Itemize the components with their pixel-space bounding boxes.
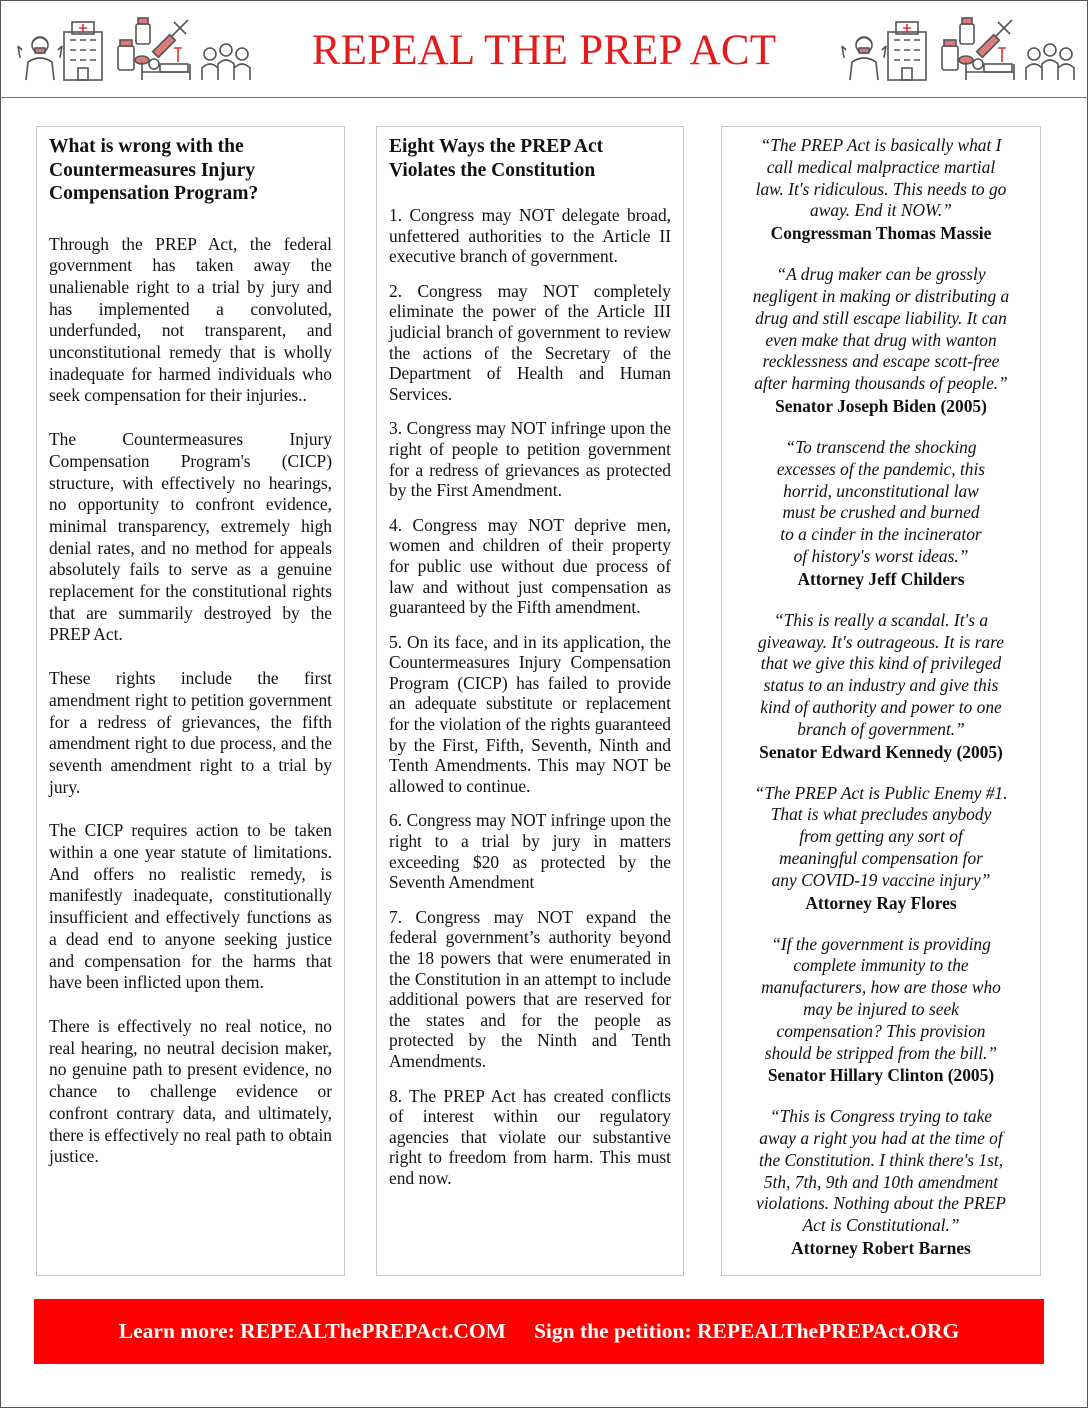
quote-line: “To transcend the shocking <box>785 436 977 457</box>
quote-block <box>734 437 1028 590</box>
quote-line: must be crushed and burned <box>782 502 980 523</box>
quote-line: away. End it NOW.” <box>810 200 952 221</box>
quote-block <box>734 610 1028 763</box>
header <box>0 0 1088 98</box>
cicp-heading: What is wrong with the Countermeasures Injury Compensation Program? <box>49 136 259 204</box>
quote-block <box>734 783 1028 914</box>
quote-attribution: Senator Hillary Clinton (2005) <box>767 1065 995 1086</box>
quote-line: horrid, unconstitutional law <box>783 480 979 501</box>
quote-attribution: Senator Joseph Biden (2005) <box>775 395 987 416</box>
quote-line: kind of authority and power to one <box>760 696 1002 717</box>
quote-attribution: Attorney Ray Flores <box>805 892 957 913</box>
cicp-paragraph: The CICP requires action to be taken within a one year statute of limitations. And offers no realistic remedy, is manifestly inadequate, constitutionally insufficient and effectively functions as a dead end to anyone seeking justice and compensation for the harms that have been inflicted upon them. <box>49 820 332 993</box>
cicp-column <box>36 126 345 1276</box>
quote-line: that we give this kind of privileged <box>760 653 1002 674</box>
hospital-icon <box>888 22 926 80</box>
quote-line: the Constitution. I think there's 1st, <box>758 1149 1004 1170</box>
quote-line: drug and still escape liability. It can <box>755 307 1007 328</box>
cicp-paragraph: These rights include the first amendment right to petition government for a redress of grievances, the fifth amendment right to due process, and the seventh amendment right to a trial by jury. <box>49 668 332 797</box>
quote-attribution: Congressman Thomas Massie <box>770 223 992 244</box>
quote-line: may be injured to seek <box>803 998 959 1019</box>
quote-line: “This is really a scandal. It's a <box>773 609 989 630</box>
quote-line: away a right you had at the time of <box>759 1128 1003 1149</box>
quote-line: Act is Constitutional.” <box>802 1215 960 1236</box>
quote-line: recklessness and escape scott-free <box>762 351 1000 372</box>
quote-line: giveaway. It's outrageous. It is rare <box>757 631 1005 652</box>
quote-line: of history's worst ideas.” <box>793 545 969 566</box>
quote-attribution: Senator Edward Kennedy (2005) <box>759 741 1003 762</box>
quote-line: even make that drug with wanton <box>765 329 997 350</box>
quote-block <box>734 135 1028 244</box>
violation-item: 2. Congress may NOT completely eliminate the power of the Article III judicial branch of government to review the actions of the Secretary of the Department of Health and Human Services. <box>389 280 671 404</box>
quote-line: after harming thousands of people.” <box>754 373 1008 394</box>
cicp-paragraph: Through the PREP Act, the federal government has taken away the unalienable right to a trial by jury and has implemented a convoluted, underfunded, not transparent, and unconstitutional remedy that is wholly inadequate for harmed individuals who seek compensation for their injuries.. <box>49 233 332 406</box>
violation-item: 4. Congress may NOT deprive men, women and children of their property for public use without due process of law and without just compensation as guaranteed by the Fifth amendment. <box>389 514 671 618</box>
syringe-icon <box>977 20 1012 57</box>
pill-bottles-icon <box>942 18 974 70</box>
quote-line: should be stripped from the bill.” <box>764 1042 998 1063</box>
quote-line: “The PREP Act is Public Enemy #1. <box>754 782 1008 803</box>
quote-line: “The PREP Act is basically what I <box>760 135 1002 155</box>
quote-line: compensation? This provision <box>776 1020 986 1041</box>
violation-item: 3. Congress may NOT infringe upon the right of people to petition government for a redress of grievances as protected by the First Amendment. <box>389 418 671 501</box>
violations-heading: Eight Ways the PREP Act Violates the Constitution <box>389 136 604 181</box>
quote-line: “If the government is providing <box>771 933 991 954</box>
quote-attribution: Attorney Robert Barnes <box>791 1238 971 1259</box>
quote-line: “This is Congress trying to take <box>769 1106 993 1127</box>
doctor-icon <box>842 37 886 80</box>
header-icons-right <box>838 10 1078 85</box>
cicp-paragraph: The Countermeasures Injury Compensation Program's (CICP) structure, with effectively no hearings, no opportunity to confront evidence, minimal transparency, extremely high denial rates, and no method for appeals absolutely fails to serve as a genuine replacement for the constitutional rights that are summarily destroyed by the PREP Act. <box>49 429 332 645</box>
sign-petition-link[interactable]: Sign the petition: REPEALThePREPAct.ORG <box>533 1319 960 1343</box>
quote-line: status to an industry and give this <box>763 675 999 696</box>
violation-item: 5. On its face, and in its application, the Countermeasures Injury Compensation Program (CICP) has failed to provide an adequate substitute or replacement for the violation of the rights guaranteed by the First, Fifth, Seventh, Ninth and Tenth Amendments. This may NOT be allowed to continue. <box>389 631 671 796</box>
quote-line: to a cinder in the incinerator <box>780 524 982 545</box>
quote-line: meaningful compensation for <box>779 847 983 868</box>
violation-item: 7. Congress may NOT expand the federal government’s authority beyond the 18 powers that were enumerated in the Constitution in an attempt to include additional powers that are reserved for the states and for the people as protected by the Ninth and Tenth Amendments. <box>389 906 671 1071</box>
quote-line: from getting any sort of <box>799 826 963 847</box>
quote-block <box>734 1106 1028 1259</box>
hospital-bed-icon <box>966 48 1014 80</box>
violation-item: 8. The PREP Act has created conflicts of interest within our regulatory agencies that violate our substantive right to freedom from harm. This must end now. <box>389 1085 671 1188</box>
footer-banner <box>34 1299 1044 1364</box>
quotes-column <box>721 126 1041 1276</box>
quote-line: 5th, 7th, 9th and 10th amendment <box>763 1171 999 1192</box>
quote-line: negligent in making or distributing a <box>752 285 1010 306</box>
violation-item: 6. Congress may NOT infringe upon the right to a trial by jury in matters exceeding $20 as protected by the Seventh Amendment <box>389 810 671 893</box>
quote-line: call medical malpractice martial <box>766 156 996 177</box>
quote-line: any COVID-19 vaccine injury” <box>771 869 991 890</box>
quote-line: manufacturers, how are those who <box>761 977 1001 998</box>
quote-attribution: Attorney Jeff Childers <box>797 568 965 589</box>
quote-line: “A drug maker can be grossly <box>776 264 986 285</box>
quote-line: violations. Nothing about the PREP <box>756 1193 1006 1214</box>
page-title: REPEAL THE PREP ACT <box>311 27 777 74</box>
quote-block <box>734 264 1028 417</box>
cicp-paragraph: There is effectively no real notice, no real hearing, no neutral decision maker, no genuine path to present evidence, no chance to challenge evidence or confront contrary data, and ultimately, there is effectively no real path to obtain justice. <box>49 1016 332 1167</box>
quote-line: excesses of the pandemic, this <box>776 458 986 479</box>
violation-item: 1. Congress may NOT delegate broad, unfettered authorities to the Article II executive branch of government. <box>389 205 671 267</box>
quote-line: complete immunity to the <box>793 955 969 976</box>
people-group-icon <box>1026 44 1074 80</box>
learn-more-link[interactable]: Learn more: REPEALThePREPAct.COM <box>118 1319 506 1343</box>
quote-line: That is what precludes anybody <box>770 804 992 825</box>
quote-line: branch of government.” <box>797 718 965 739</box>
quote-line: law. It's ridiculous. This needs to go <box>755 178 1007 199</box>
violations-column <box>376 126 684 1276</box>
quote-block <box>734 934 1028 1087</box>
